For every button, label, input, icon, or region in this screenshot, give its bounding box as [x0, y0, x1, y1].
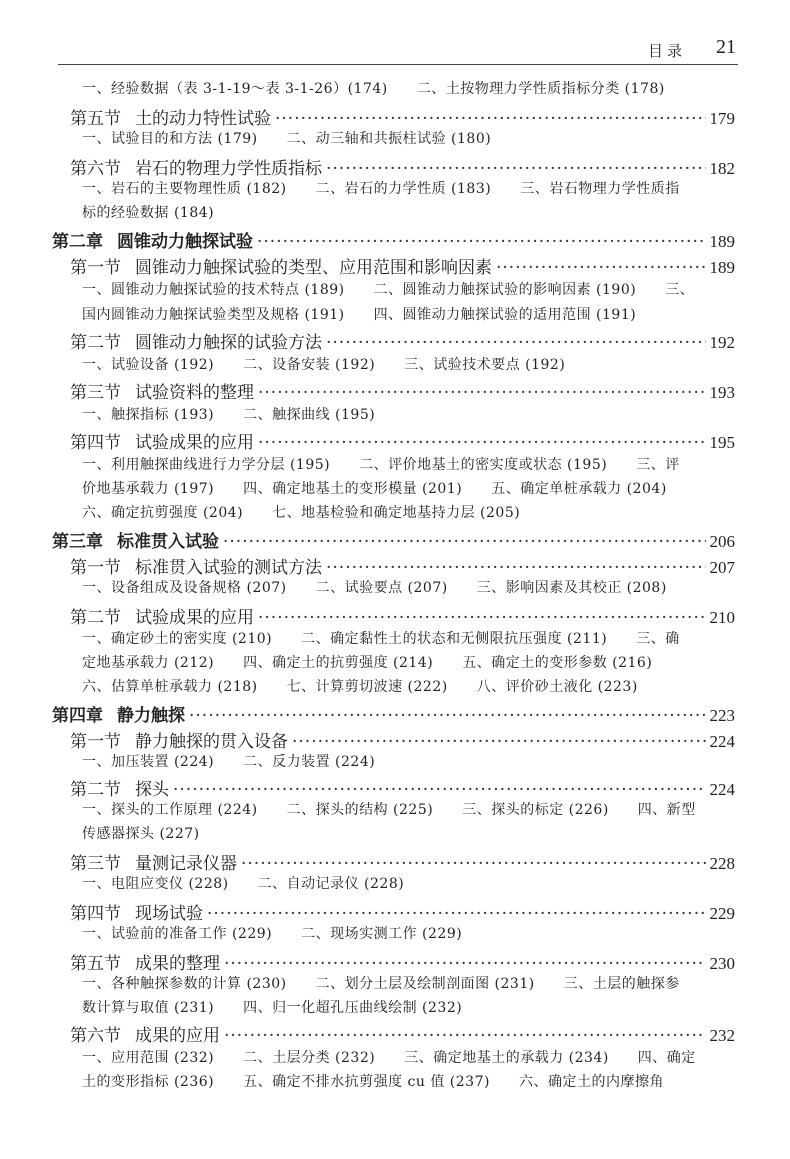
- chapter-title: 静力触探: [117, 706, 185, 726]
- toc-section-heading: [70, 775, 735, 800]
- toc-section-heading: [70, 899, 735, 924]
- toc-page-number: 182: [709, 159, 735, 178]
- toc-chapter-heading: [52, 527, 735, 552]
- dot-leader: [189, 706, 706, 726]
- section-title: 成果的整理: [135, 954, 220, 974]
- toc-chapter-heading: [52, 701, 735, 726]
- toc-page-number: 207: [709, 558, 735, 577]
- section-title: 探头: [135, 780, 169, 800]
- toc-section-heading: [70, 849, 735, 874]
- toc-entry-line: 一、确定砂土的密实度 (210) 二、确定黏性土的状态和无侧限抗压强度 (211) 三、确: [82, 631, 680, 647]
- toc-entry-line: 标的经验数据 (184): [82, 205, 215, 221]
- toc-entry-line: 一、试验前的准备工作 (229) 二、现场实测工作 (229): [82, 926, 463, 942]
- toc-entry-line: 一、探头的工作原理 (224) 二、探头的结构 (225) 三、探头的标定 (226) 四、新型: [82, 802, 696, 818]
- section-number: 第一节: [70, 558, 121, 578]
- toc-chapter-heading: [52, 227, 735, 252]
- running-header: [58, 36, 738, 65]
- section-title: 量测记录仪器: [135, 854, 237, 874]
- toc-section-heading: [70, 603, 735, 628]
- dot-leader: [257, 232, 706, 252]
- toc-section-heading: [70, 949, 735, 974]
- toc-page-number: 195: [709, 433, 735, 452]
- section-number: 第一节: [70, 258, 121, 278]
- section-number: 第五节: [70, 954, 121, 974]
- toc-section-heading: [70, 104, 735, 129]
- toc-page-number: 224: [709, 732, 735, 751]
- toc-page-number: 232: [709, 1026, 735, 1045]
- toc-entry-line: 一、利用触探曲线进行力学分层 (195) 二、评价地基土的密实度或状态 (195) 三、评: [82, 457, 680, 473]
- section-number: 第二节: [70, 333, 121, 353]
- dot-leader: [258, 608, 706, 628]
- toc-page-number: 189: [709, 258, 735, 277]
- toc-entry-line: 一、触探指标 (193) 二、触探曲线 (195): [82, 407, 376, 423]
- dot-leader: [496, 258, 706, 278]
- dot-leader: [326, 159, 706, 179]
- toc-entry-line: 一、各种触探参数的计算 (230) 二、划分土层及绘制剖面图 (231) 三、土层的触探参: [82, 976, 680, 992]
- toc-entry-line: 一、电阻应变仪 (228) 二、自动记录仪 (228): [82, 876, 405, 892]
- section-title: 现场试验: [135, 904, 203, 924]
- toc-page-number: 193: [709, 383, 735, 402]
- toc-section-heading: [70, 253, 735, 278]
- section-number: 第六节: [70, 159, 121, 179]
- toc-entry-line: 一、圆锥动力触探试验的技术特点 (189) 二、圆锥动力触探试验的影响因素 (190) 三、: [82, 282, 695, 298]
- chapter-title: 圆锥动力触探试验: [117, 232, 253, 252]
- toc-entry-line: 六、估算单桩承载力 (218) 七、计算剪切波速 (222) 八、评价砂土液化 (223): [82, 679, 638, 695]
- toc-entry-line: 六、确定抗剪强度 (204) 七、地基检验和确定地基持力层 (205): [82, 505, 521, 521]
- toc-page-number: 210: [709, 608, 735, 627]
- section-title: 静力触探的贯入设备: [135, 732, 288, 752]
- dot-leader: [224, 954, 706, 974]
- chapter-number: 第二章: [52, 232, 103, 252]
- toc-entry-line: 传感器探头 (227): [82, 826, 200, 842]
- section-title: 试验资料的整理: [135, 383, 254, 403]
- toc-page-number: 223: [709, 706, 735, 725]
- toc-section-heading: [70, 328, 735, 353]
- header-label: 目录: [647, 42, 686, 60]
- header-page-number: 21: [716, 36, 736, 58]
- section-number: 第五节: [70, 109, 121, 129]
- section-number: 第四节: [70, 904, 121, 924]
- section-number: 第一节: [70, 732, 121, 752]
- section-title: 标准贯入试验的测试方法: [135, 558, 322, 578]
- section-number: 第六节: [70, 1026, 121, 1046]
- dot-leader: [275, 109, 706, 129]
- chapter-number: 第四章: [52, 706, 103, 726]
- section-title: 成果的应用: [135, 1026, 220, 1046]
- section-number: 第三节: [70, 383, 121, 403]
- toc-page-number: 192: [709, 333, 735, 352]
- section-number: 第二节: [70, 780, 121, 800]
- section-title: 岩石的物理力学性质指标: [135, 159, 322, 179]
- toc-entry-line: 国内圆锥动力触探试验类型及规格 (191) 四、圆锥动力触探试验的适用范围 (191): [82, 307, 637, 323]
- toc-page-number: 179: [709, 109, 735, 128]
- dot-leader: [207, 904, 706, 924]
- toc-page-number: 189: [709, 232, 735, 251]
- dot-leader: [241, 854, 706, 874]
- toc-entry-line: 一、试验目的和方法 (179) 二、动三轴和共振柱试验 (180): [82, 131, 492, 147]
- toc-entry-line: 一、设备组成及设备规格 (207) 二、试验要点 (207) 三、影响因素及其校正 (208): [82, 580, 667, 596]
- toc-entry-line: 数计算与取值 (231) 四、归一化超孔压曲线绘制 (232): [82, 1000, 463, 1016]
- section-title: 土的动力特性试验: [135, 109, 271, 129]
- toc-section-heading: [70, 553, 735, 578]
- dot-leader: [258, 433, 706, 453]
- dot-leader: [326, 558, 706, 578]
- dot-leader: [173, 780, 706, 800]
- toc-page-number: 230: [709, 954, 735, 973]
- dot-leader: [292, 732, 706, 752]
- toc-section-heading: [70, 378, 735, 403]
- toc-section-heading: [70, 1021, 735, 1046]
- dot-leader: [224, 1026, 706, 1046]
- section-number: 第二节: [70, 608, 121, 628]
- toc-entry-line: 一、应用范围 (232) 二、土层分类 (232) 三、确定地基土的承载力 (234) 四、确定: [82, 1050, 696, 1066]
- toc-entry-line: 土的变形指标 (236) 五、确定不排水抗剪强度 cu 值 (237) 六、确定土的内摩擦角: [82, 1074, 664, 1090]
- toc-entry-line: 定地基承载力 (212) 四、确定土的抗剪强度 (214) 五、确定土的变形参数 (216): [82, 655, 653, 671]
- section-title: 试验成果的应用: [135, 433, 254, 453]
- toc-section-heading: [70, 727, 735, 752]
- toc-page-number: 206: [709, 532, 735, 551]
- section-title: 试验成果的应用: [135, 608, 254, 628]
- dot-leader: [258, 383, 706, 403]
- section-number: 第四节: [70, 433, 121, 453]
- toc-page-number: 229: [709, 904, 735, 923]
- chapter-title: 标准贯入试验: [117, 532, 219, 552]
- section-title: 圆锥动力触探试验的类型、应用范围和影响因素: [135, 258, 492, 278]
- toc-page-number: 228: [709, 854, 735, 873]
- chapter-number: 第三章: [52, 532, 103, 552]
- toc-entry-line: 一、试验设备 (192) 二、设备安装 (192) 三、试验技术要点 (192): [82, 357, 566, 373]
- dot-leader: [223, 532, 706, 552]
- toc-section-heading: [70, 428, 735, 453]
- dot-leader: [326, 333, 706, 353]
- section-number: 第三节: [70, 854, 121, 874]
- toc-section-heading: [70, 154, 735, 179]
- toc-entry-line: 一、加压装置 (224) 二、反力装置 (224): [82, 754, 376, 770]
- toc-entry-line: 一、岩石的主要物理性质 (182) 二、岩石的力学性质 (183) 三、岩石物理力学性质指: [82, 181, 680, 197]
- section-title: 圆锥动力触探的试验方法: [135, 333, 322, 353]
- toc-entry-line: 一、经验数据（表 3-1-19～表 3-1-26）(174) 二、土按物理力学性质指标分类 (178): [82, 81, 665, 97]
- toc-entry-line: 价地基承载力 (197) 四、确定地基土的变形模量 (201) 五、确定单桩承载力 (204): [82, 481, 667, 497]
- toc-page-number: 224: [709, 780, 735, 799]
